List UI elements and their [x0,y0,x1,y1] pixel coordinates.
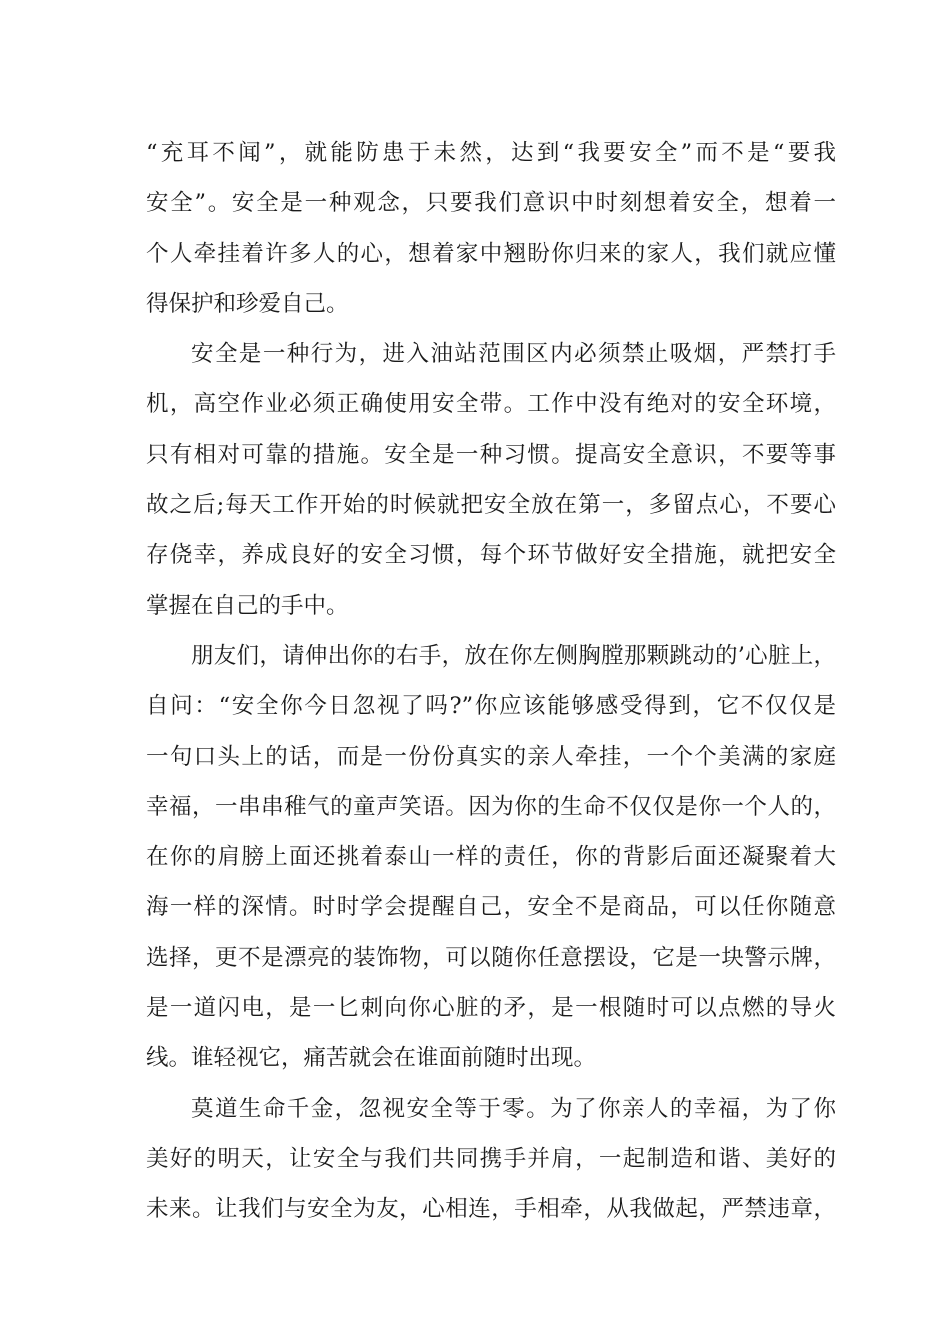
text-line: 在你的肩膀上面还挑着泰山一样的责任，你的背影后面还凝聚着大 [146,844,836,871]
text-line: 选择，更不是漂亮的装饰物，可以随你任意摆设，它是一块警示牌， [146,944,836,971]
text-line: 美好的明天，让安全与我们共同携手并肩，一起制造和谐、美好的 [146,1145,836,1172]
text-line: 故之后;每天工作开始的时候就把安全放在第一，多留点心，不要心 [146,492,836,519]
paragraph-1 [146,128,836,329]
text-line: 海一样的深情。时时学会提醒自己，安全不是商品，可以任你随意 [146,894,836,921]
text-line: 未来。让我们与安全为友，心相连，手相牵，从我做起，严禁违章， [146,1196,836,1223]
text-line: 一句口头上的话，而是一份份真实的亲人牵挂，一个个美满的家庭 [146,743,836,770]
text-line: 得保护和珍爱自己。 [146,290,349,317]
text-line: 朋友们，请伸出你的右手，放在你左侧胸膛那颗跳动的’心脏上， [191,642,836,669]
text-line: 只有相对可靠的措施。安全是一种习惯。提高安全意识，不要等事 [146,441,836,468]
text-line: 自问：“安全你今日忽视了吗?”你应该能够感受得到，它不仅仅是 [146,693,836,720]
text-line: “充耳不闻”，就能防患于未然，达到“我要安全”而不是“要我 [146,140,836,166]
text-line: 存侥幸，养成良好的安全习惯，每个环节做好安全措施，就把安全 [146,542,836,569]
text-line: 安全”。安全是一种观念，只要我们意识中时刻想着安全，想着一 [146,190,836,217]
document-body [146,128,836,1235]
text-line: 安全是一种行为，进入油站范围区内必须禁止吸烟，严禁打手 [191,341,836,368]
text-line: 机，高空作业必须正确使用安全带。工作中没有绝对的安全环境， [146,391,836,418]
paragraph-4 [146,1084,836,1235]
text-line: 莫道生命千金，忽视安全等于零。为了你亲人的幸福，为了你 [191,1095,836,1122]
text-line: 个人牵挂着许多人的心，想着家中翘盼你归来的家人，我们就应懂 [146,240,836,267]
text-line: 是一道闪电，是一匕刺向你心脏的矛，是一根随时可以点燃的导火 [146,995,836,1022]
paragraph-2 [146,329,836,631]
text-line: 幸福，一串串稚气的童声笑语。因为你的生命不仅仅是你一个人的， [146,793,836,820]
text-line: 掌握在自己的手中。 [146,592,349,619]
paragraph-3 [146,631,836,1084]
text-line: 线。谁轻视它，痛苦就会在谁面前随时出现。 [146,1045,597,1072]
